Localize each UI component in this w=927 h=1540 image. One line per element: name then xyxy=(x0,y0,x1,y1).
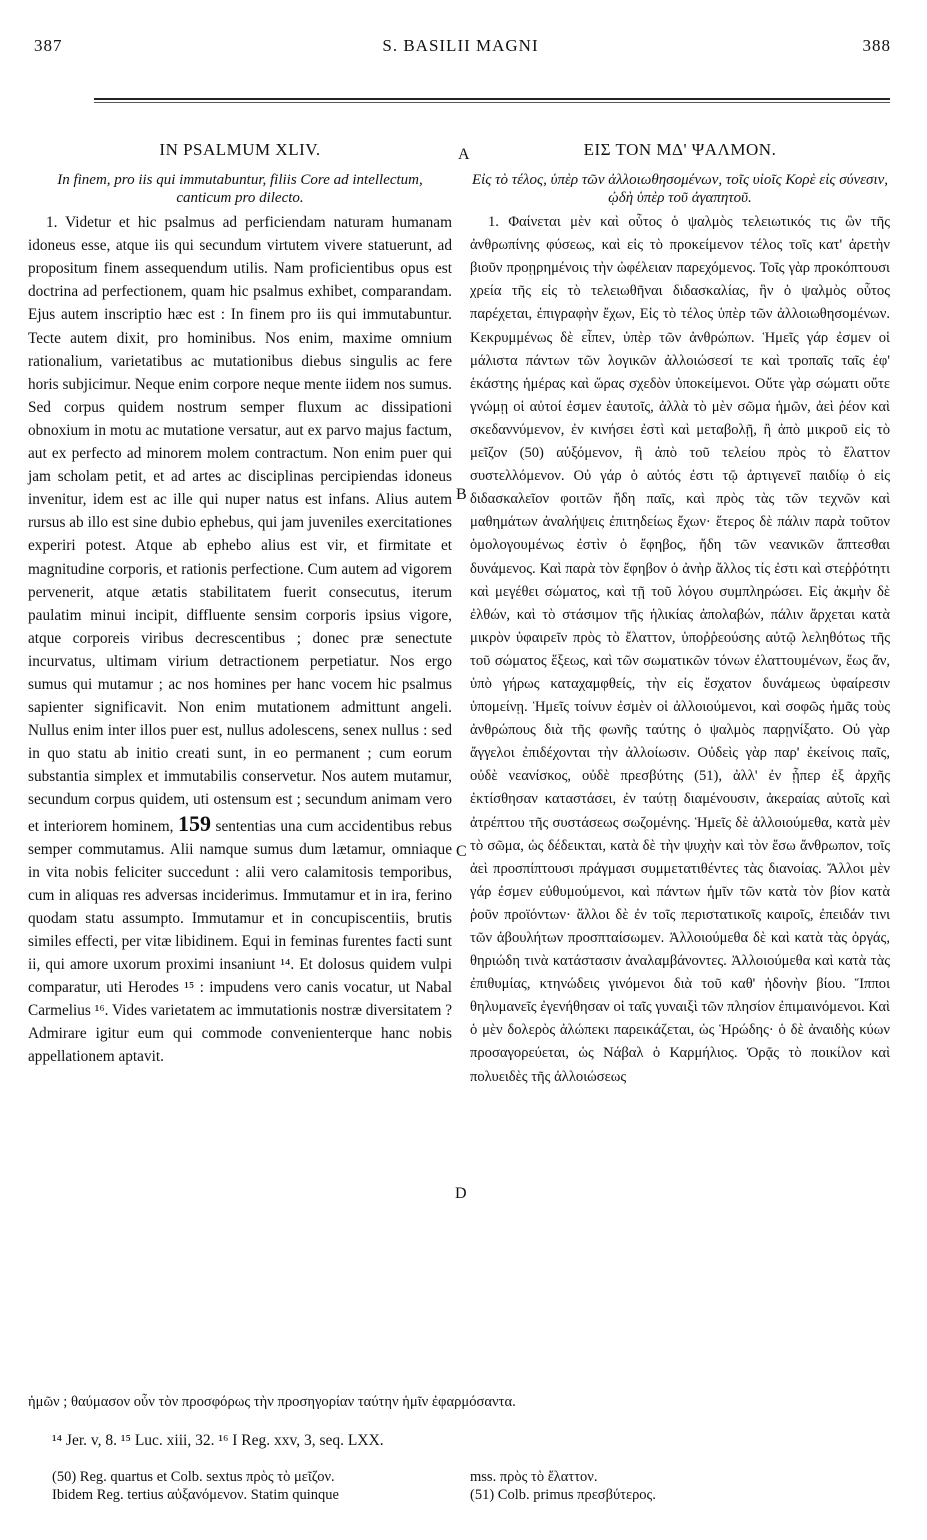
latin-subtitle: In finem, pro iis qui immutabuntur, filiis Core ad intellectum, canticum pro dilecto. xyxy=(57,172,423,207)
header-rule xyxy=(94,98,890,100)
footnotes: ¹⁴ Jer. v, 8. ¹⁵ Luc. xiii, 32. ¹⁶ I Reg. xxv, 3, seq. LXX. xyxy=(52,1432,384,1449)
left-page-number: 387 xyxy=(34,36,63,55)
column-number: 159 xyxy=(177,810,211,836)
latin-paragraph-text: 1. Videtur et hic psalmus ad perficiendam naturam humanam idoneus esse, atque iis qui secundum virtutem vivere statuerunt, ad propositum finem assequendum utilis. Nam proficientibus opus est doctrina ad perfectionem, quam hic psalmus exhibet, comparandam. Ejus autem inscriptio hæc est : In finem pro iis qui immutabuntur. Tecte autem dixit, pro hominibus. Nos enim, maxime omnium rationalium, varietatibus ac mutationibus diebus singulis ac fere horis subjicimur. Neque enim corpore neque mente iidem nos sumus. Sed corpus quidem nostrum semper fluxum ac dissipationi obnoxium in motu ac mutatione versatur, aut ex parvo majus factum, aut ex perfecto ad minorem molem contractum. Non enim puer qui jam scholam petit, et ad artes ac disciplinas percipiendas idoneus invenitur, idem est ac ille qui nuper natus est infans. Alius autem rursus ab illo est sine dubio ephebus, qui jam juveniles exercitationes experiri potest. Atque ab ephebo alius est vir, et firmitate et magnitudine corporis, et rationis perfectione. Cum autem ad vigorem pervenerit, atque ætatis stabilitatem fuerit consecutus, iterum paulatim minui incipit, diffluente sensim corporis ipsius vigore, atque corporeis viribus decrescentibus ; donec præ senectute incurvatus, ultimam virium detractionem perpetiatur. Nos ergo sumus qui mutamur ; ac nos homines per hanc vocem hic psalmus sapienter significavit. Non enim mutationem admittunt angeli. Nullus enim inter illos puer est, nullus adolescens, senex nullus : sed in quo statu ab initio creati sunt, in eo permanent ; cum eorum substantia simplex et immutabilis conservetur. Nos autem mutamur, secundum corpus quidem, uti ostensum est ; secundum animam vero et interiorem hominem, xyxy=(28,214,452,835)
latin-title: IN PSALMUM XLIV. xyxy=(159,140,321,159)
latin-column xyxy=(28,138,452,1069)
margin-letter-c: C xyxy=(456,843,467,860)
header-rule-thin xyxy=(94,102,890,103)
margin-letter-a: A xyxy=(458,146,470,163)
variant-note-left-1: (50) Reg. quartus et Colb. sextus πρὸς τὸ μεῖζον. xyxy=(52,1469,335,1485)
running-header xyxy=(30,36,891,60)
greek-continuation: ἡμῶν ; θαύμασον οὖν τὸν προσφόρως τὴν προσηγορίαν ταύτην ἡμῖν ἐφαρμόσαντα. xyxy=(28,1394,516,1410)
margin-letter-b: B xyxy=(456,486,467,503)
greek-subtitle: Εἰς τὸ τέλος, ὑπὲρ τῶν ἀλλοιωθησομένων, τοῖς υἱοῖς Κορὲ εἰς σύνεσιν, ᾠδὴ ὑπὲρ τοῦ ἀγαπητοῦ. xyxy=(471,172,889,207)
running-title: S. BASILII MAGNI xyxy=(382,36,539,55)
margin-letter-d: D xyxy=(455,1185,467,1202)
latin-paragraph xyxy=(28,211,452,1068)
variant-note-left-2: Ibidem Reg. tertius αὐξανόμενον. Statim quinque xyxy=(52,1487,339,1503)
variant-note-right-1: mss. πρὸς τὸ ἔλαττον. xyxy=(470,1469,598,1485)
right-page-number: 388 xyxy=(862,36,891,55)
greek-paragraph: 1. Φαίνεται μὲν καὶ οὗτος ὁ ψαλμὸς τελειωτικός τις ὢν τῆς ἀνθρωπίνης φύσεως, καὶ εἰς τὸ προκείμενον τέλος τοῖς κατ' ἀρετὴν βιοῦν προῃρημένοις τὴν ὠφέλειαν παρεχόμενος. Τοῖς γὰρ προκόπτουσι χρεία τῆς εἰς τὸ τελειωθῆναι διδασκαλίας, ἣν ὁ ψαλμὸς οὗτος παρέχεται, ἐπιγραφὴν ἔχων, Εἰς τὸ τέλος ὑπὲρ τῶν ἀλλοιωθησομένων. Κεκρυμμένως δὲ εἶπεν, ὑπὲρ τῶν ἀνθρώπων. Ἡμεῖς γάρ ἐσμεν οἱ μάλιστα πάντων τῶν λογικῶν ἀλλοιώσεσί τε καὶ τροπαῖς ταῖς ἐφ' ἑκάστης ἡμέρας καὶ ὥρας σχεδὸν ὑποκείμενοι. Οὔτε γὰρ σώματι οὔτε γνώμῃ οἱ αὐτοί ἐσμεν ἑαυτοῖς, ἀλλὰ τὸ μὲν σῶμα ἡμῶν, ἀεὶ ῥέον καὶ σκεδαννύμενον, ἐν κινήσει ἐστὶ καὶ μεταβολῇ, ἢ ἀπὸ μικροῦ εἰς τὸ μεῖζον (50) αὐξόμενον, ἢ ἀπὸ τοῦ τελείου πρὸς τὸ ἔλαττον συστελλόμενον. Οὐ γάρ ὁ αὐτός ἐστι τῷ ἀρτιγενεῖ παιδίῳ ὁ εἰς διδασκαλεῖον φοιτῶν ἤδη παῖς, καὶ πρὸς τὰς τῶν τεχνῶν καὶ μαθημάτων ἀναλήψεις ἐπιτηδείως ἔχων· ἕτερος δὲ πάλιν παρὰ τοῦτον ὁμολογουμένως ἐστὶν ὁ ἔφηβος, ἤδη τῶν νεανικῶν ἅπτεσθαι δυνάμενος. Καὶ παρὰ τὸν ἔφηβον ὁ ἀνὴρ ἄλλος τίς ἐστι καὶ στεῤῥότητι καὶ μεγέθει σώματος, καὶ τῇ τοῦ λόγου συμπληρώσει. Εἰς ἀκμὴν δὲ ἐλθών, καὶ τὸ στάσιμον τῆς ἡλικίας ἀπολαβών, πάλιν ἄρχεται κατὰ μικρὸν ὑφαιρεῖν πρὸς τὸ ἔλαττον, ὑποῤῥεούσης αὐτῷ λεληθότως τῆς τοῦ σώματος ἕξεως, καὶ τῶν σωματικῶν τόνων ἐλαττουμένων, ἕως ἄν, ὑπὸ γήρως καταχαμφθείς, τὴν εἰς ἔσχατον δυνάμεως ὑφαίρεσιν ὑπομείνῃ. Ἡμεῖς τοίνυν ἐσμὲν οἱ ἀλλοιούμενοι, καὶ σοφῶς ἡμᾶς τοὺς ἀνθρώπους διὰ τῆς φωνῆς ταύτης ὁ ψαλμὸς παρῃνίξατο. Οὐ γὰρ ἄγγελοι ἐπιδέχονται τὴν ἀλλοίωσιν. Οὐδεὶς γὰρ παρ' ἐκείνοις παῖς, οὐδὲ νεανίσκος, οὐδὲ πρεσβύτης (51), ἀλλ' ἐν ᾗπερ ἐξ ἀρχῆς ἐκτίσθησαν καταστάσει, ἐν ταύτῃ διαμένουσιν, ἀκεραίας αὐτοῖς καὶ ἀτρέπτου τῆς συστάσεως σωζομένης. Ἡμεῖς δὲ ἀλλοιούμεθα, κατὰ μὲν τὸ σῶμα, ὡς δέδεικται, κατὰ δὲ τὴν ψυχὴν καὶ τὸν ἔσω ἄνθρωπον, τοῖς ἀεὶ προσπίπτουσι πράγμασι συμμετατιθέντες τὰς διανοίας. Ἄλλοι μὲν γάρ ἐσμεν εὐθυμούμενοι, καὶ πάντων ἡμῖν τῶν κατὰ τὸν βίον κατὰ ῥοῦν προϊόντων· ἄλλοι δὲ ἐν τοῖς περιστατικοῖς καιροῖς, ἐπειδάν τινι τῶν ἀβουλήτων προσπταίσωμεν. Ἀλλοιούμεθα δὲ καὶ κατὰ τὰς ὀργάς, θηριώδη τινὰ κατάστασιν ἀναλαμβάνοντες. Ἀλλοιούμεθα καὶ κατὰ τὰς ἐπιθυμίας, κτηνώδεις γινόμενοι διὰ τοῦ καθ' ἡδονὴν βίου. Ἵπποι θηλυμανεῖς ἐγενήθησαν οἱ ταῖς γυναιξὶ τῶν πλησίον ἐπιμαινόμενοι. Καὶ ὁ μὲν δολερὸς ἀλώπεκι παρεικάζεται, ὡς Ἡρώδης· ὁ δὲ ἀναιδὴς κύων προσαγορεύεται, ὡς Νάβαλ ὁ Καρμήλιος. Ὁρᾷς τὸ ποικίλον καὶ πολυειδὲς τῆς ἀλλοιώσεως xyxy=(470,214,890,1085)
greek-column xyxy=(470,138,890,1089)
latin-paragraph-end: sententias una cum accidentibus rebus semper commutamus. Alii namque sumus dum lætamur, omniaque in vita nobis feliciter succedunt : alii vero calamitosis temporibus, cum in aliquas res adversas inciderimus. Immutamur et in ira, ferino quodam statu assumpto. Immutamur et in concupiscentiis, brutis similes effecti, per vitæ libidinem. Equi in feminas furentes facti sunt ii, qui amore uxorum proximi insaniunt ¹⁴. Et dolosus quidem vulpi comparatur, uti Herodes ¹⁵ : impudens vero canis vocatur, ut Nabal Carmelius ¹⁶. Vides varietatem ac immutationis nostræ diversitatem ? Admirare igitur eum qui commode convenienterque hanc nobis appellationem aptavit. xyxy=(28,817,453,1066)
variant-note-right-2: (51) Colb. primus πρεσβύτερος. xyxy=(470,1487,656,1503)
greek-title: ΕΙΣ ΤΟΝ ΜΔ' ΨΑΛΜΟΝ. xyxy=(583,140,777,159)
